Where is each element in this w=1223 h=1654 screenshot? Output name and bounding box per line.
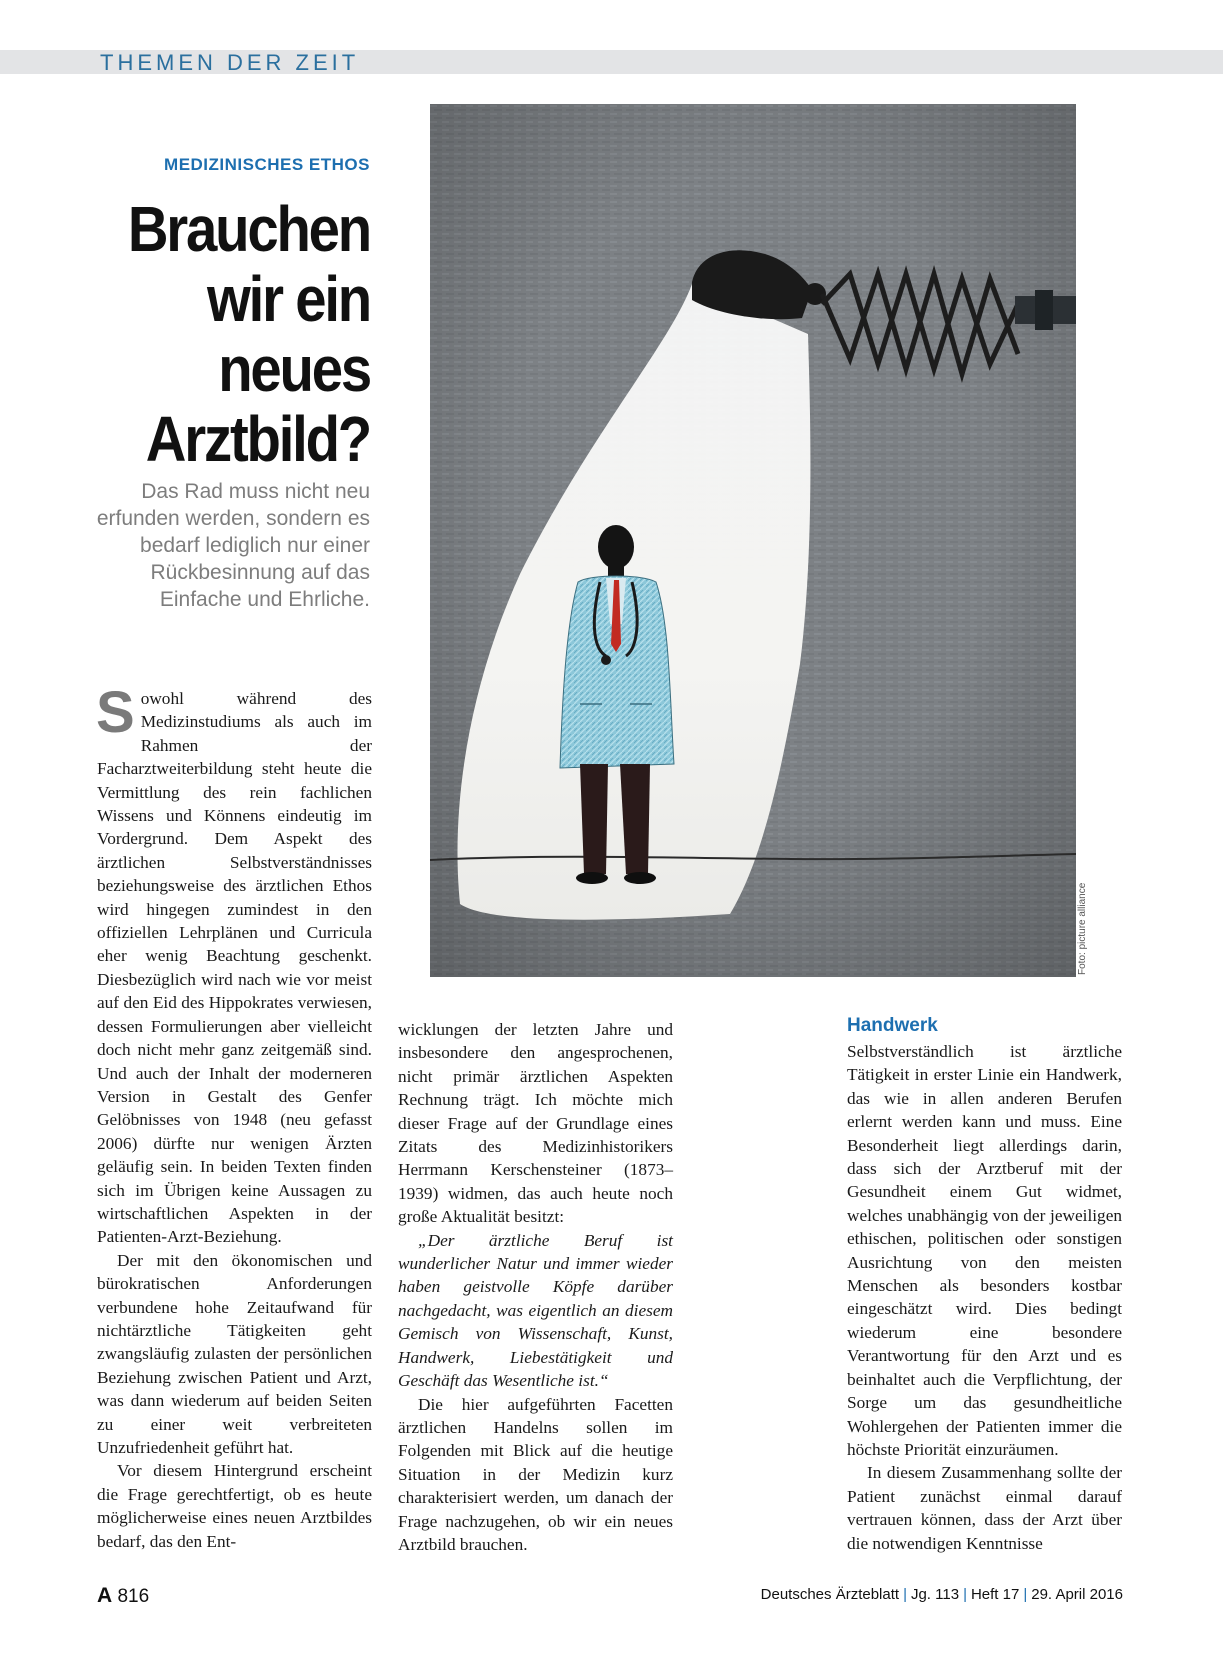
doctor-lamp-illustration: [430, 104, 1076, 977]
headline-line: Arztbild?: [145, 403, 370, 475]
photo-credit: Foto: picture alliance: [1077, 882, 1088, 975]
headline-line: Brauchen: [127, 193, 370, 265]
subtitle: Das Rad muss nicht neu erfunden werden, sondern es bedarf lediglich nur einer Rückbesinnung auf das Einfache und Ehrliche.: [96, 480, 370, 611]
headline: [80, 194, 370, 474]
article-column-2: [398, 1018, 673, 1556]
paragraph-text: owohl während des Medizinstudiums als auch im Rahmen der Facharztweiterbildung steht heute die Vermittlung des rein fachlichen Wissens und Könnens eindeutig im Vordergrund. Dem Aspekt des ärztlichen Selbstverständnisses beziehungsweise des ärztlichen Ethos wird hingegen zumindest in den offiziellen Lehrplänen und Curricula eher wenig Beachtung geschenkt. Diesbezüglich wird nach wie vor meist auf den Eid des Hippokrates verwiesen, dessen Formulierungen aber vielleicht doch nicht mehr ganz zeitgemäß sind. Und auch der Inhalt der moderneren Version in Gestalt des Genfer Gelöbnisses von 1948 (neu gefasst 2006) dürfte nur wenigen Ärzten geläufig sein. In beiden Texten finden sich im Übrigen keine Aussagen zu wirtschaftlichen Aspekten in der Patienten-Arzt-Beziehung.: [97, 689, 372, 1247]
headline-line: neues: [218, 333, 370, 405]
page-number-value: 816: [117, 1586, 150, 1607]
paragraph: [96, 680, 372, 1249]
paragraph: Vor diesem Hintergrund erscheint die Frage gerechtfertigt, ob es heute möglicherweise eines neuen Arztbildes bedarf, das den Ent-: [97, 1461, 372, 1551]
journal-volume: Jg. 113: [910, 1586, 960, 1603]
journal-date: 29. April 2016: [1031, 1586, 1123, 1603]
kicker: MEDIZINISCHES ETHOS: [164, 155, 370, 174]
article-column-1: [96, 680, 372, 1553]
article-column-3: [847, 1040, 1122, 1555]
drop-cap: S: [96, 680, 135, 745]
paragraph: In diesem Zusammenhang sollte der Patient zunächst einmal darauf vertrauen können, dass der Arzt über die notwendigen Kenntnisse: [847, 1463, 1122, 1553]
quotation: „Der ärztliche Beruf ist wunderlicher Natur und immer wieder haben geistvolle Köpfe darüber nachgedacht, was eigentlich an diesem Gemisch von Wissenschaft, Kunst, Handwerk, Liebestätigkeit und Geschäft das Wesentliche ist.“: [398, 1230, 673, 1391]
headline-line: wir ein: [207, 263, 370, 335]
section-label: THEMEN DER ZEIT: [100, 50, 360, 75]
subheading: Handwerk: [847, 1015, 938, 1036]
journal-name: Deutsches Ärzteblatt: [760, 1586, 900, 1603]
journal-footer: Deutsches Ärzteblatt | Jg. 113 | Heft 17 | 29. April 2016: [760, 1586, 1123, 1603]
page-number: [97, 1584, 149, 1608]
journal-issue: Heft 17: [970, 1586, 1020, 1603]
page-prefix: A: [97, 1584, 113, 1607]
paragraph: Selbstverständlich ist ärztliche Tätigkeit in erster Linie ein Handwerk, das wie in allen anderen Berufen erlernt werden kann und muss. Eine Besonderheit liegt allerdings darin, dass sich der Arztberuf mit der Gesundheit einem Gut widmet, welches unabhängig von der jeweiligen ethischen, politischen oder sonstigen Ausrichtung von den meisten Menschen als besonders kostbar eingeschätzt wird. Dies bedingt wiederum eine besondere Verantwortung für den Arzt und es beinhaltet auch die Verpflichtung, der Sorge um das gesundheitliche Wohlergehen der Patienten immer die höchste Priorität einzuräumen.: [847, 1042, 1122, 1459]
paragraph: Der mit den ökonomischen und bürokratischen Anforderungen verbundene hohe Zeitaufwand für nichtärztliche Tätigkeiten geht zwangsläufig zulasten der persönlichen Beziehung zwischen Patient und Arzt, was dann wiederum auf beiden Seiten zu einer weit verbreiteten Unzufriedenheit geführt hat.: [97, 1250, 372, 1457]
paragraph: Die hier aufgeführten Facetten ärztlichen Handelns sollen im Folgenden mit Blick auf die heutige Situation in der Medizin kurz charakterisiert werden, um danach der Frage nachzugehen, ob wir ein neues Arztbild brauchen.: [398, 1394, 673, 1554]
paragraph: wicklungen der letzten Jahre und insbesondere den angesprochenen, nicht primär ärztlichen Aspekten Rechnung trägt. Ich möchte mich dieser Frage auf der Grundlage eines Zitats des Medizinhistorikers Herrmann Kerschensteiner (1873–1939) widmen, das auch heute noch große Aktualität besitzt:: [398, 1020, 673, 1227]
